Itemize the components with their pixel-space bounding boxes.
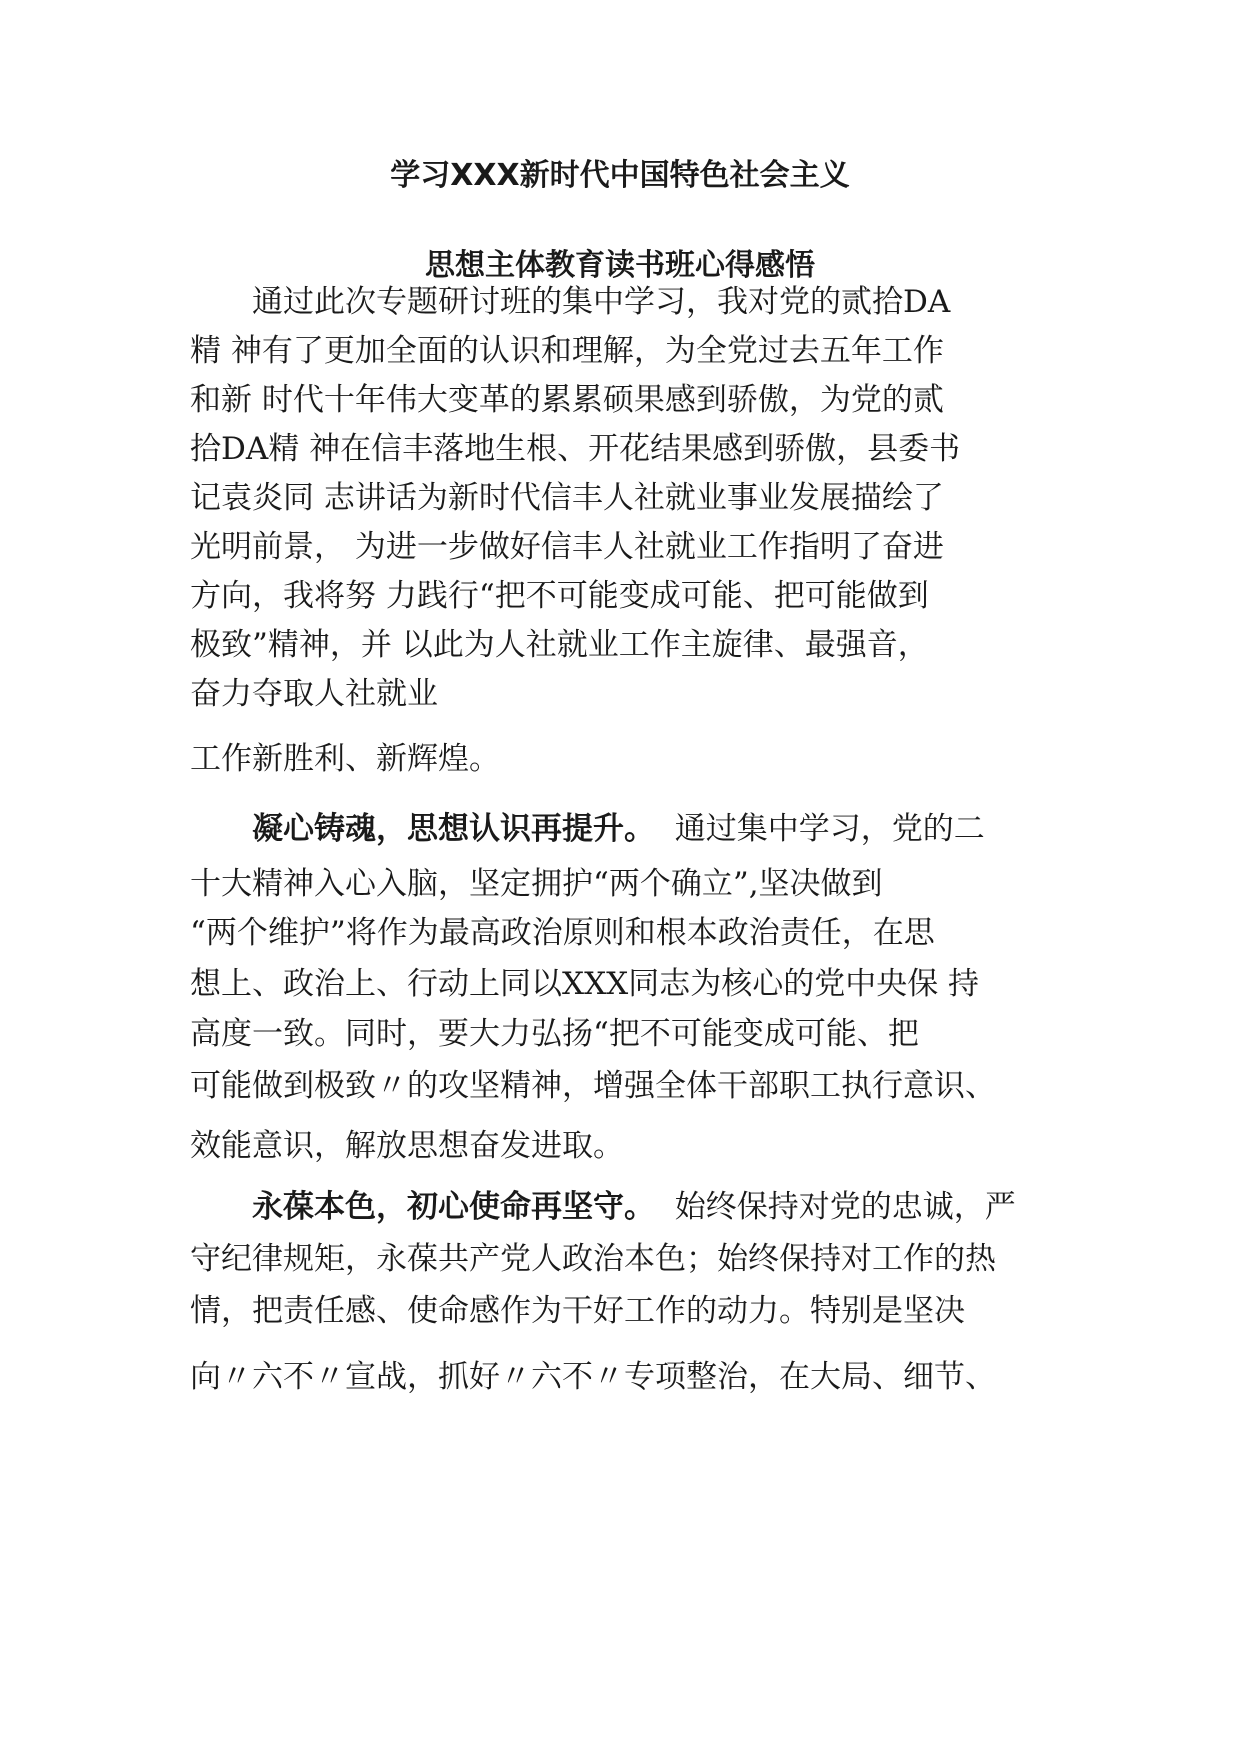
para1-line-5: 记袁炎同 志讲话为新时代信丰人社就业事业发展描绘了	[190, 480, 944, 516]
para3-line-2: 守纪律规矩，永葆共产党人政治本色；始终保持对工作的热	[190, 1241, 996, 1277]
para3-line-4: 向〃六不〃宣战，抓好〃六不〃专项整治，在大局、细节、	[190, 1359, 996, 1395]
document-title-line-1: 学习XXX新时代中国特色社会主义	[390, 158, 850, 193]
para3-line-3: 情，把责任感、使命感作为干好工作的动力。特别是坚决	[190, 1293, 965, 1329]
para3-first-line	[252, 1187, 1016, 1227]
para2-line-3: “两个维护”将作为最高政治原则和根本政治责任，在思	[190, 915, 935, 951]
para1-line-3: 和新 时代十年伟大变革的累累硕果感到骄傲，为党的贰	[190, 382, 944, 418]
para1-line-2: 精 神有了更加全面的认识和理解，为全党过去五年工作	[190, 333, 944, 369]
para1-line-6: 光明前景， 为进一步做好信丰人社就业工作指明了奋进	[190, 529, 944, 565]
para1-line-9: 奋力夺取人社就业	[190, 676, 438, 712]
para1-line-1: 通过此次专题研讨班的集中学习，我对党的贰拾DA	[252, 284, 951, 320]
document-title-line-2: 思想主体教育读书班心得感悟	[425, 248, 815, 283]
para2-line-6: 可能做到极致〃的攻坚精神，增强全体干部职工执行意识、	[190, 1068, 996, 1104]
para3-first-text: 始终保持对党的忠诚，严	[674, 1189, 1016, 1225]
para2-line-5: 高度一致。同时，要大力弘扬“把不可能变成可能、把	[190, 1016, 919, 1052]
para2-heading: 凝心铸魂，思想认识再提升。	[252, 811, 655, 847]
para3-heading: 永葆本色，初心使命再坚守。	[252, 1189, 655, 1225]
para2-line-7: 效能意识，解放思想奋发进取。	[190, 1128, 624, 1164]
para1-line-7: 方向，我将努 力践行“把不可能变成可能、把可能做到	[190, 578, 929, 614]
para1-line-10: 工作新胜利、新辉煌。	[190, 741, 500, 777]
para2-first-line	[252, 809, 985, 849]
para2-line-4: 想上、政治上、行动上同以XXX同志为核心的党中央保 持	[190, 966, 980, 1002]
para1-line-4: 拾DA精 神在信丰落地生根、开花结果感到骄傲，县委书	[190, 431, 961, 467]
para2-first-text: 通过集中学习，党的二	[674, 811, 985, 847]
para1-line-8: 极致”精神，并 以此为人社就业工作主旋律、最强音，	[190, 627, 929, 663]
para2-line-2: 十大精神入心入脑，坚定拥护“两个确立”,坚决做到	[190, 866, 883, 902]
